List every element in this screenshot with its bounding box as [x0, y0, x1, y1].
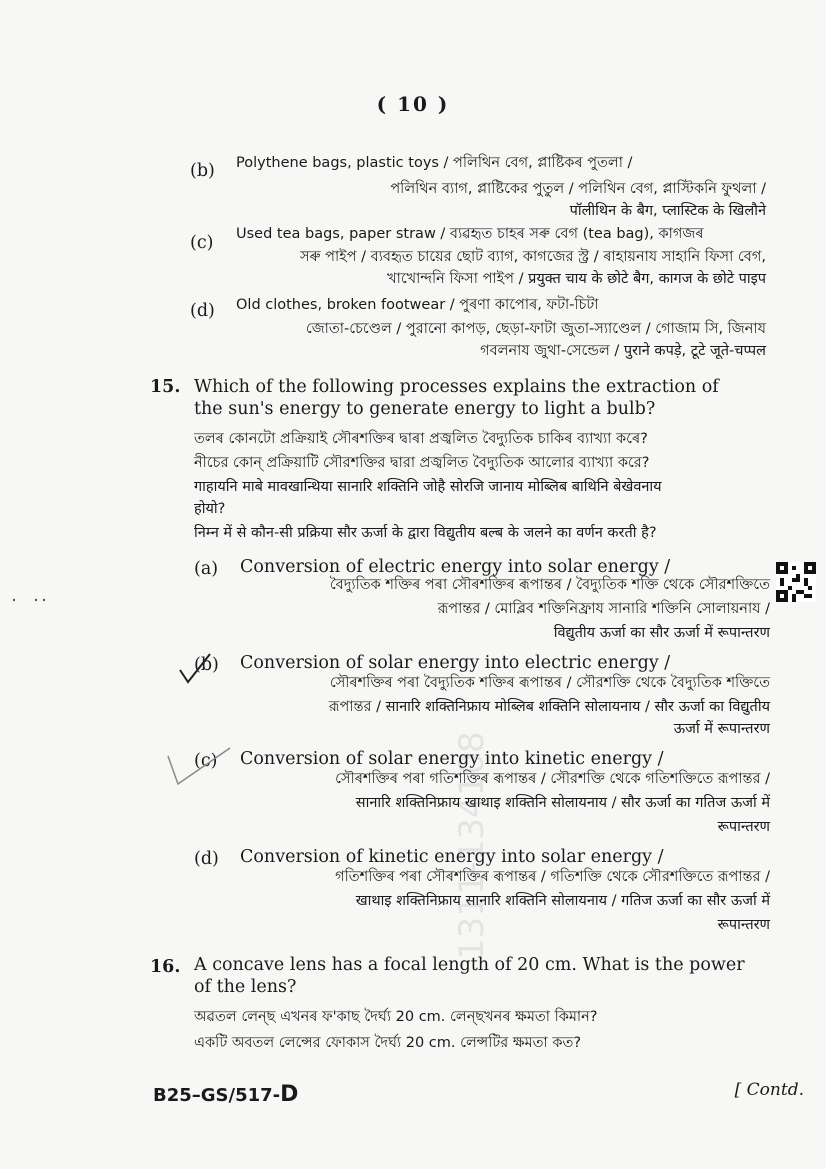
- q15-option-c-line4: रूपान्तरण: [717, 819, 770, 835]
- tick-mark-c-icon: [164, 744, 234, 790]
- contd-label: [ Contd.: [734, 1080, 804, 1100]
- q14-option-c-line2: সৰু পাইপ / ব্যবহৃত চায়ের ছোট ব্যাগ, কাগজের স্ট্র / ৰাহায়নায সাহানি ফিসা বেগ,: [300, 249, 766, 265]
- paper-code: B25–GS/517-D: [153, 1082, 299, 1107]
- q14-option-b-line3: पॉलीथिन के बैग, प्लास्टिक के खिलौने: [569, 203, 766, 219]
- q15-option-b-label: (b): [194, 655, 219, 675]
- q14-option-d-line3: গবলনায জুথা-সেন্ডেল / पुराने कपड़े, टूटे जूते-चप्पल: [480, 343, 766, 359]
- margin-dots-icon: [10, 596, 50, 604]
- q15-option-c-line2: সৌৰশক্তিৰ পৰা গতিশক্তিৰ ৰূপান্তৰ / সৌরশক্তি থেকে গতিশক্তিতে রূপান্তর /: [335, 771, 770, 787]
- q14-option-c-line3: খাখোন্দনি ফিসা পাইপ / प्रयुक्त चाय के छोटे बैग, कागज के छोटे पाइप: [387, 271, 766, 287]
- q15-option-a-line3: রূপান্তর / মোব্লিব শক্তিনিফ্রায সানারি শক্তিনি সোলায়নায /: [437, 601, 770, 617]
- q15-option-d-line4: रूपान्तरण: [717, 917, 770, 933]
- q15-option-b-line2: সৌৰশক্তিৰ পৰা বৈদ্যুতিক শক্তিৰ ৰূপান্তৰ / সৌরশক্তি থেকে বৈদ্যুতিক শক্তিতে: [329, 675, 770, 691]
- q15-option-d-label: (d): [194, 849, 219, 869]
- q15-option-a-line1: Conversion of electric energy into solar energy /: [240, 557, 671, 577]
- q15-option-a-line2: বৈদ্যুতিক শক্তিৰ পৰা সৌৰশক্তিৰ ৰূপান্তৰ / বৈদ্যুতিক শক্তি থেকে সৌরশক্তিতে: [329, 577, 770, 593]
- q14-option-c-line1: Used tea bags, paper straw / ব্যৱহৃত চাহৰ সৰু বেগ (tea bag), কাগজৰ: [236, 226, 704, 242]
- q14-option-b-label: (b): [190, 161, 215, 181]
- q14-option-b-line2: পলিথিন ব্যাগ, প্লাষ্টিকের পুতুল / পলিথিন বেগ, প্লাস্টিকনি ফুথলা /: [390, 181, 766, 197]
- q15-option-d-line2: গতিশক্তিৰ পৰা সৌৰশক্তিৰ ৰূপান্তৰ / গতিশক্তি থেকে সৌরশক্তিতে রূপান্তর /: [335, 869, 770, 885]
- q16-assamese: অৱতল লেন্ছ এখনৰ ফ'কাছ দৈৰ্ঘ্য 20 cm. লেন্ছখনৰ ক্ষমতা কিমান?: [194, 1009, 598, 1025]
- q15-question-line1: Which of the following processes explains the extraction of: [194, 377, 719, 397]
- q16-question-line2: of the lens?: [194, 977, 297, 997]
- q14-option-d-line2: জোতা-চেণ্ডেল / পুরানো কাপড়, ছেড়া-ফাটা জুতা-স্যাণ্ডেল / গোজাম সি, জিনায: [305, 321, 766, 337]
- page-number: ( 10 ): [376, 92, 450, 116]
- qr-code-icon: [776, 562, 816, 602]
- q15-option-a-label: (a): [194, 559, 219, 579]
- q15-assamese: তলৰ কোনটো প্ৰক্ৰিয়াই সৌৰশক্তিৰ দ্বাৰা প্ৰজ্বলিত বৈদ্যুতিক চাকিৰ ব্যাখ্যা কৰে?: [194, 431, 648, 447]
- q16-question-line1: A concave lens has a focal length of 20 cm. What is the power: [194, 955, 745, 975]
- q14-option-c-label: (c): [190, 233, 214, 253]
- q14-option-d-line1: Old clothes, broken footwear / পুৰণা কাপোৰ, ফটা-চিটা: [236, 297, 599, 313]
- q15-option-a-line4: विद्युतीय ऊर्जा का सौर ऊर्जा में रूपान्तरण: [553, 625, 770, 641]
- q15-option-c-line1: Conversion of solar energy into kinetic energy /: [240, 749, 664, 769]
- q15-option-c-label: (c): [194, 751, 218, 771]
- q15-hindi: निम्न में से कौन-सी प्रक्रिया सौर ऊर्जा के द्वारा विद्युतीय बल्ब के जलने का वर्णन करती है?: [194, 525, 657, 541]
- tick-mark-b-icon: [176, 650, 216, 690]
- q15-number: 15.: [150, 377, 181, 397]
- q15-option-b-line3: রূপান্তর / सानारि शक्तिनिफ्राय मोब्लिब शक्तिनि सोलायनाय / सौर ऊर्जा का विद्युतीय: [328, 699, 770, 715]
- q14-option-b-line1: Polythene bags, plastic toys / পলিথিন বেগ, প্লাষ্টিকৰ পুতলা /: [236, 155, 633, 171]
- q15-option-b-line1: Conversion of solar energy into electric energy /: [240, 653, 671, 673]
- q14-option-d-label: (d): [190, 301, 215, 321]
- watermark-serial: 1311-134108: [452, 731, 492, 960]
- q15-bengali: নীচের কোন্ প্রক্রিয়াটি সৌরশক্তির দ্বারা প্রজ্বলিত বৈদ্যুতিক আলোর ব্যাখ্যা করে?: [194, 455, 650, 471]
- q16-number: 16.: [150, 957, 181, 977]
- q16-bengali: একটি অবতল লেন্সের ফোকাস দৈর্ঘ্য 20 cm. লেন্সটির ক্ষমতা কত?: [194, 1035, 582, 1051]
- q15-question-line2: the sun's energy to generate energy to light a bulb?: [194, 399, 656, 419]
- q15-option-b-line4: ऊर्जा में रूपान्तरण: [673, 721, 770, 737]
- q15-option-d-line1: Conversion of kinetic energy into solar energy /: [240, 847, 664, 867]
- q15-bodo-line2: होयो?: [194, 501, 226, 517]
- q15-option-d-line3: खाथाइ शक्तिनिफ्राय सानारि शक्तिनि सोलायनाय / गतिज ऊर्जा का सौर ऊर्जा में: [355, 893, 770, 909]
- q15-option-c-line3: सानारि शक्तिनिफ्राय खाथाइ शक्तिनि सोलायनाय / सौर ऊर्जा का गतिज ऊर्जा में: [355, 795, 770, 811]
- q15-bodo-line1: गाहायनि माबे मावखान्थिया सानारि शक्तिनि जोहै सोरजि जानाय मोब्लिब बाथिनि बेखेवनाय: [194, 479, 662, 495]
